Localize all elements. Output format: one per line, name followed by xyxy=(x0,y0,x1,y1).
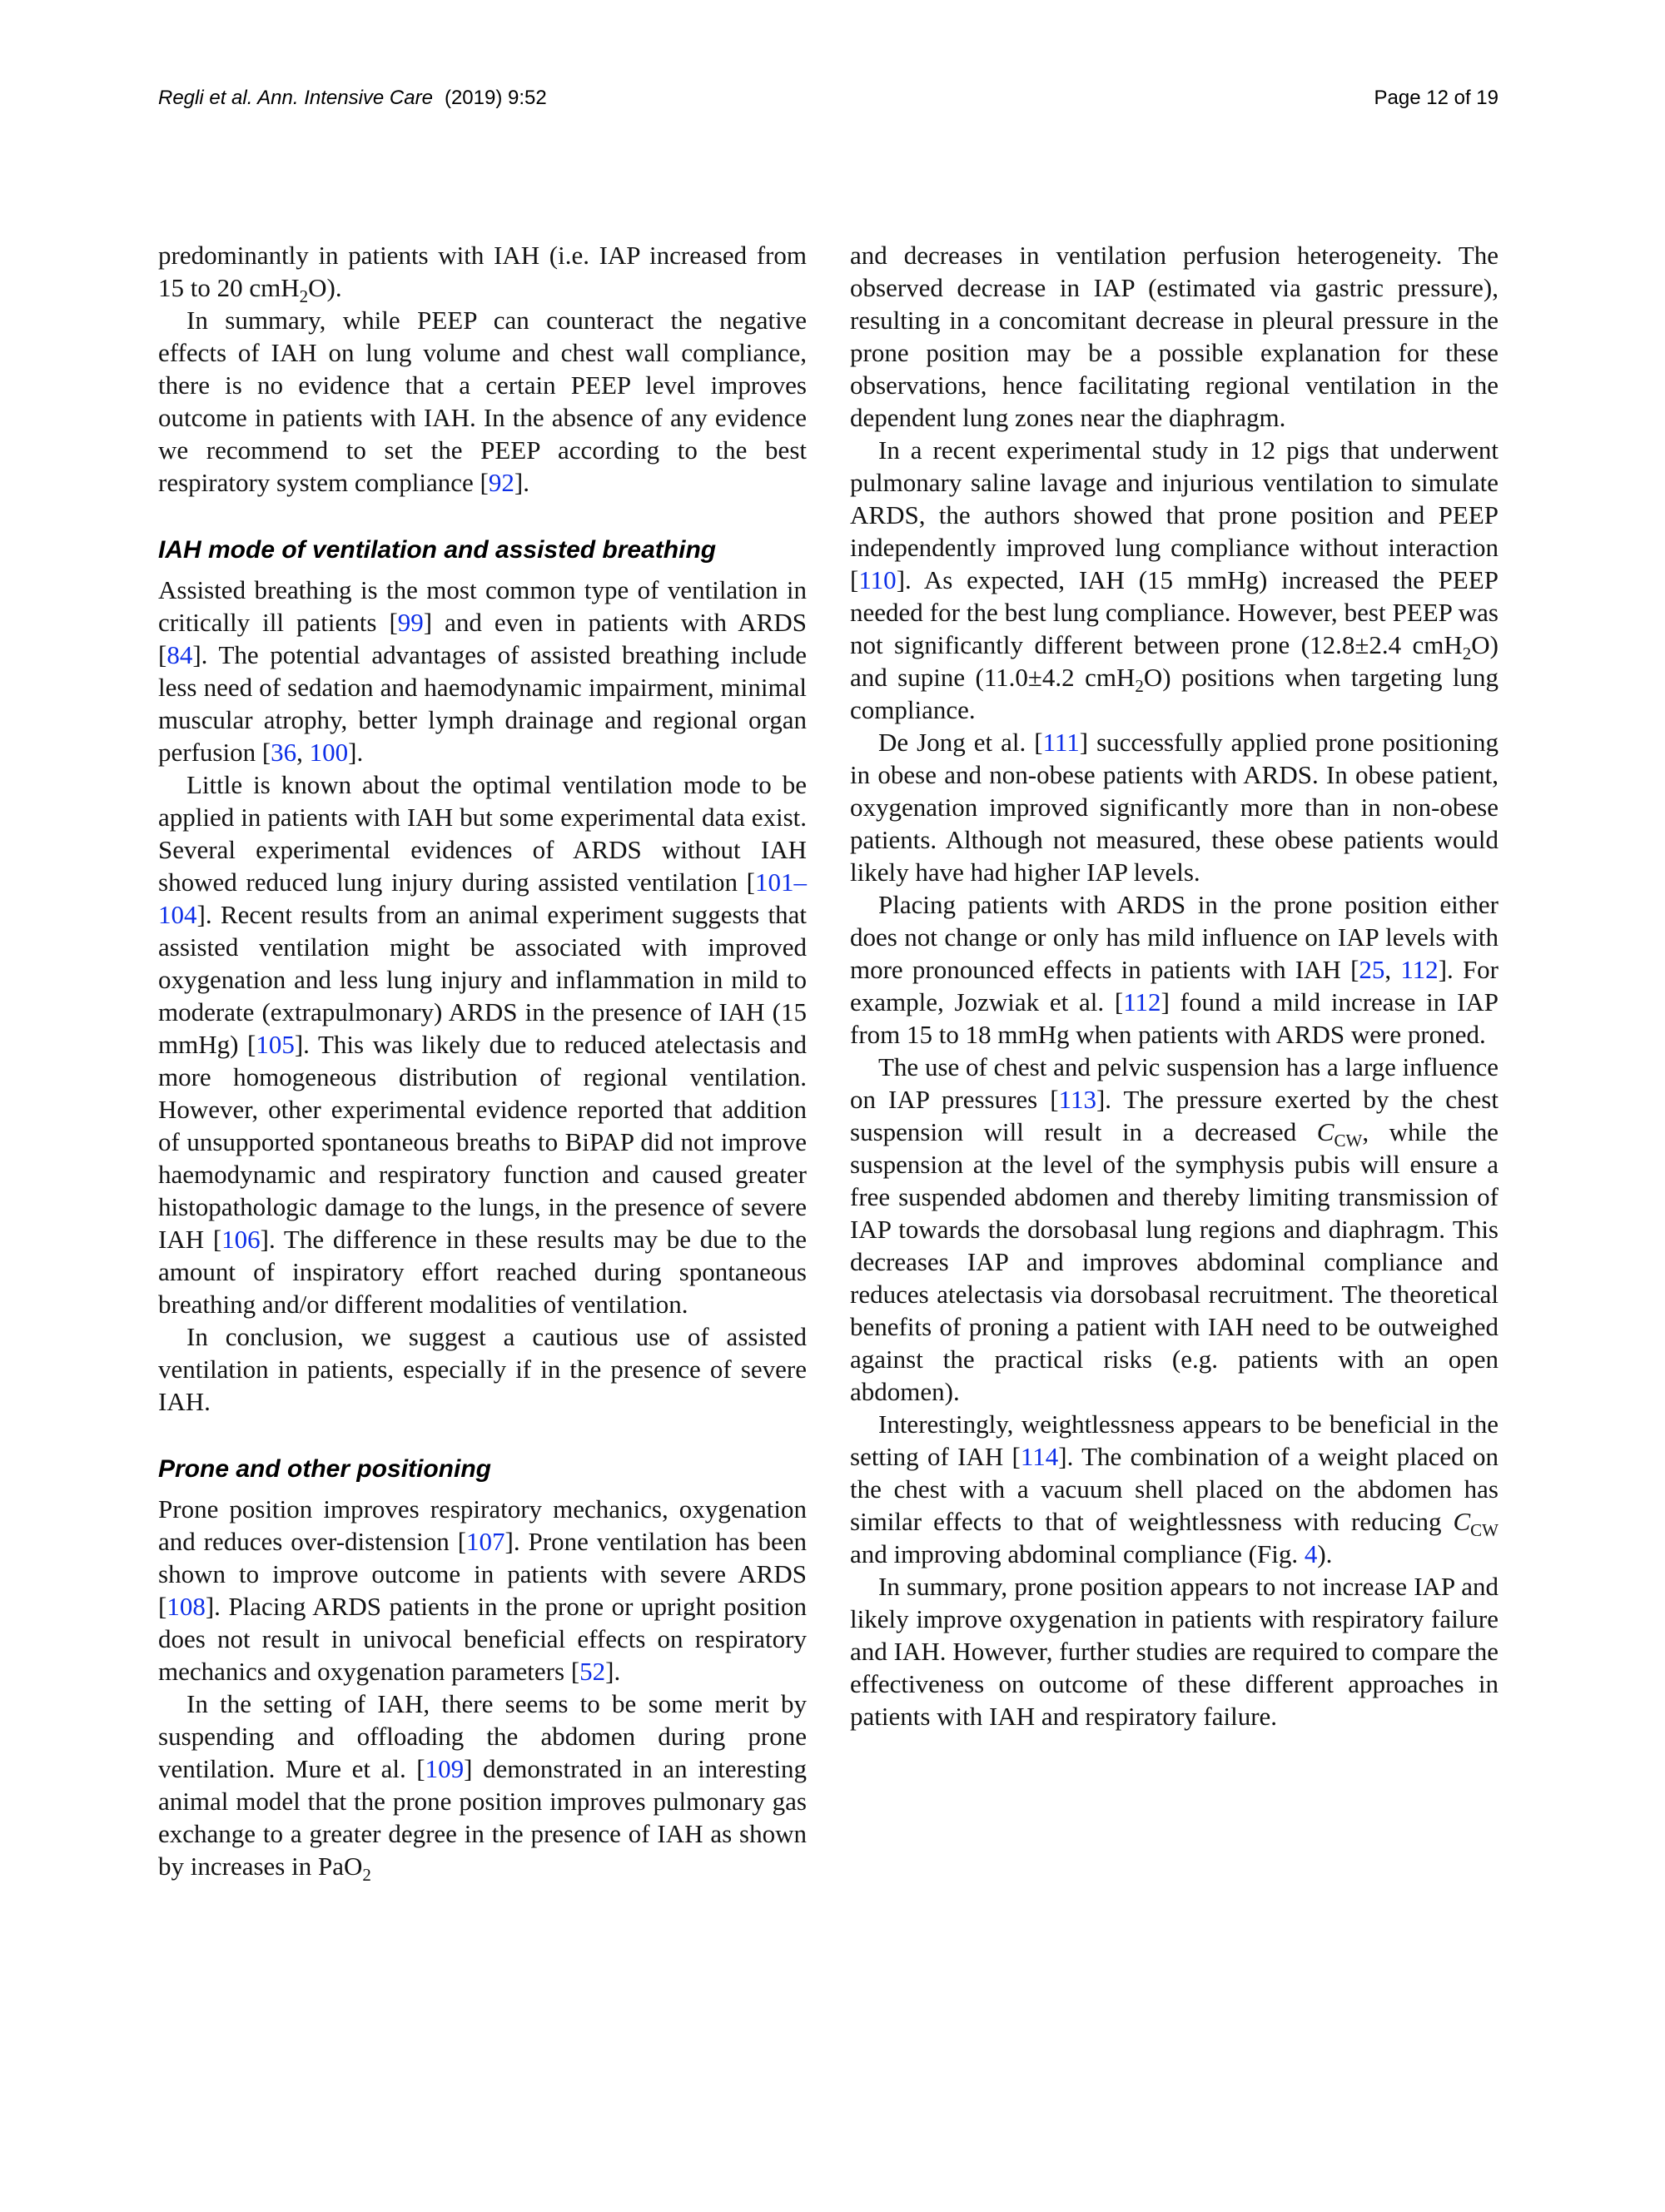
paragraph: Assisted breathing is the most common type of ventilation in critically ill patients [99] and even in patients with ARDS [84]. The potential advantages of assisted breathing include less need of sedation and haemodynamic impairment, minimal muscular atrophy, better lymph drainage and regional organ perfusion [36, 100]. xyxy=(158,575,807,767)
citation-link[interactable]: 84 xyxy=(166,640,193,669)
citation-link[interactable]: 105 xyxy=(256,1030,295,1059)
math-variable: C xyxy=(1453,1507,1471,1536)
citation-link[interactable]: 114 xyxy=(1020,1442,1059,1471)
subscript: CW xyxy=(1470,1520,1498,1541)
paragraph: Prone position improves respiratory mechanics, oxygenation and reduces over-distension [107]. Prone ventilation has been shown to improve outcome in patients with severe ARDS [108]. Placing ARDS patients in the prone or upright position does not result in univocal beneficial effects on respiratory mechanics and oxygenation parameters [52]. xyxy=(158,1494,808,1686)
citation-link[interactable]: 111 xyxy=(1042,728,1080,757)
paragraph: Little is known about the optimal ventilation mode to be applied in patients with IAH but some experimental data exist. Several experimental evidences of ARDS without IAH showed reduced lung injury during assisted ventilation [101–104]. Recent results from an animal experiment suggests that assisted ventilation might be associated with improved oxygenation and less lung injury and inflammation in mild to moderate (extrapulmonary) ARDS in the presence of IAH (15 mmHg) [105]. This was likely due to reduced atelectasis and more homogeneous distribution of regional ventilation. However, other experimental evidence reported that addition of unsupported spontaneous breaths to BiPAP did not improve haemodynamic and respiratory function and caused greater histopathologic damage to the lungs, in the presence of severe IAH [106]. The difference in these results may be due to the amount of inspiratory effort reached during spontaneous breathing and/or different modalities of ventilation. xyxy=(158,770,808,1319)
subscript: CW xyxy=(1334,1131,1363,1151)
citation-link[interactable]: 92 xyxy=(488,468,514,497)
subscript: 2 xyxy=(1462,644,1472,664)
paragraph: In summary, prone position appears to not increase IAP and likely improve oxygenation in patients with respiratory failure and IAH. However, further studies are required to compare the effectiveness on outcome of these different approaches in patients with IAH and respiratory failure. xyxy=(850,1572,1498,1731)
citation-link[interactable]: 107 xyxy=(466,1527,505,1556)
paragraph: Placing patients with ARDS in the prone position either does not change or only has mild influence on IAP levels with more pronounced effects in patients with IAH [25, 112]. For example, Jozwiak et al. [112] found a mild increase in IAP from 15 to 18 mmHg when patients with ARDS were proned. xyxy=(850,890,1499,1049)
citation-link[interactable]: 110 xyxy=(858,565,897,594)
two-column-body xyxy=(158,239,1499,1886)
paragraph: In the setting of IAH, there seems to be some merit by suspending and offloading the abdomen during prone ventilation. Mure et al. [109] demonstrated in an interesting animal model that the prone position improves pulmonary gas exchange to a greater degree in the presence of IAH as shown by increases in PaO$_2$ xyxy=(158,1689,807,1886)
journal-citation xyxy=(158,87,547,110)
paragraph: Interestingly, weightlessness appears to be beneficial in the setting of IAH [114]. The combination of a weight placed on the chest with a vacuum shell placed on the abdomen has similar effects to that of weightlessness with reducing $C_{CW}$ and improving abdominal compliance (Fig. 4). xyxy=(850,1409,1498,1568)
subscript: 2 xyxy=(362,1865,371,1886)
journal-citation-issue: (2019) 9:52 xyxy=(444,87,547,109)
citation-link[interactable]: 99 xyxy=(397,608,424,637)
paragraph: and decreases in ventilation perfusion heterogeneity. The observed decrease in IAP (estimated via gastric pressure), resulting in a concomitant decrease in pleural pressure in the prone position may be a possible explanation for these observations, hence facilitating regional ventilation in the dependent lung zones near the diaphragm. xyxy=(850,241,1498,432)
citation-link[interactable]: 112 xyxy=(1400,955,1439,984)
math-variable: C xyxy=(1316,1117,1334,1146)
right-column xyxy=(850,239,1498,1882)
citation-link[interactable]: 106 xyxy=(221,1225,261,1254)
figure-link[interactable]: 4 xyxy=(1304,1539,1318,1568)
citation-link[interactable]: 36 xyxy=(271,738,297,767)
left-column xyxy=(158,239,808,1886)
journal-citation-title: Regli et al. Ann. Intensive Care xyxy=(158,87,433,109)
citation-link[interactable]: 101–104 xyxy=(158,867,807,929)
paragraph: predominantly in patients with IAH (i.e. IAP increased from 15 to 20 cmH$_2$O). xyxy=(158,241,807,307)
paragraph: In conclusion, we suggest a cautious use of assisted ventilation in patients, especially if in the presence of severe IAH. xyxy=(158,1322,807,1416)
subscript: 2 xyxy=(299,286,309,307)
paragraph: The use of chest and pelvic suspension has a large influence on IAP pressures [113]. The pressure exerted by the chest suspension will result in a decreased $C_{CW}$, while the suspension at the level of the symphysis pubis will ensure a free suspended abdomen and thereby limiting transmission of IAP towards the dorsobasal lung regions and diaphragm. This decreases IAP and improves abdominal compliance and reduces atelectasis via dorsobasal recruitment. The theoretical benefits of proning a patient with IAH need to be outweighed against the practical risks (e.g. patients with an open abdomen). xyxy=(850,1052,1498,1406)
paragraph: In a recent experimental study in 12 pigs that underwent pulmonary saline lavage and injurious ventilation to simulate ARDS, the authors showed that prone position and PEEP independently improved lung compliance without interaction [110]. As expected, IAH (15 mmHg) increased the PEEP needed for the best lung compliance. However, best PEEP was not significantly different between prone (12.8±2.4 cmH$_2$O) and supine (11.0±4.2 cmH$_2$O) positions when targeting lung compliance. xyxy=(850,435,1498,724)
section-heading: IAH mode of ventilation and assisted breathing xyxy=(158,536,717,564)
page-number-label: Page 12 of 19 xyxy=(1374,87,1498,109)
citation-link[interactable]: 108 xyxy=(166,1592,206,1621)
subscript: 2 xyxy=(1135,676,1144,697)
paragraph: De Jong et al. [111] successfully applied prone positioning in obese and non-obese patients with ARDS. In obese patient, oxygenation improved significantly more than in non-obese patients. Although not measured, these obese patients would likely have had higher IAP levels. xyxy=(850,728,1498,887)
running-head xyxy=(158,87,1498,110)
citation-link[interactable]: 112 xyxy=(1123,987,1161,1017)
section-heading: Prone and other positioning xyxy=(158,1455,491,1483)
citation-link[interactable]: 52 xyxy=(579,1657,606,1686)
citation-link[interactable]: 113 xyxy=(1058,1085,1096,1114)
citation-link[interactable]: 100 xyxy=(309,738,349,767)
citation-link[interactable]: 25 xyxy=(1359,955,1385,984)
citation-link[interactable]: 109 xyxy=(425,1754,465,1783)
paragraph: In summary, while PEEP can counteract the negative effects of IAH on lung volume and chest wall compliance, there is no evidence that a certain PEEP level improves outcome in patients with IAH. In the absence of any evidence we recommend to set the PEEP according to the best respiratory system compliance [92]. xyxy=(158,306,807,497)
